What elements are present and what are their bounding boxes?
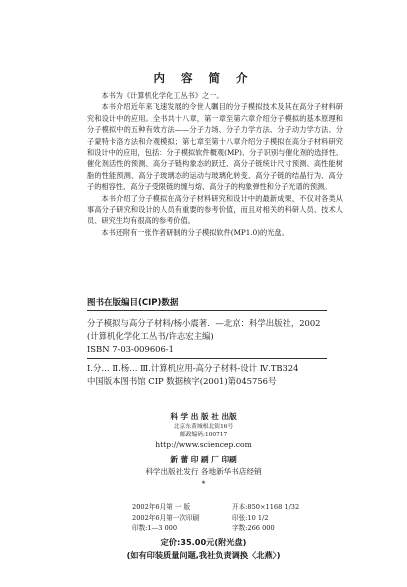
summary-body xyxy=(87,90,343,238)
summary-paragraph: 本书介绍了分子模拟在高分子材料研究和设计中的最新成果，不仅对各类从事高分子研究和设计的人员有重要的参考价值，而且对相关的科研人员、技术人员、研究生均有很高的参考价值。 xyxy=(87,193,343,226)
cip-heading: 图书在版编目(CIP)数据 xyxy=(87,298,179,308)
printing-date: 2002年6月第一次印刷 xyxy=(132,513,200,522)
cip-line: ISBN 7-03-009606-1 xyxy=(87,344,174,354)
sheet-count: 印张:10 1/2 xyxy=(232,513,269,522)
price-block xyxy=(0,536,407,562)
page-title: 内 容 简 介 xyxy=(153,71,254,85)
edition-info xyxy=(132,502,332,534)
separator-star: * xyxy=(201,479,206,488)
publisher-address: 北京东黄城根北街16号 xyxy=(173,424,234,430)
distribution-line: 科学出版社发行 各地新华书店经销 xyxy=(145,467,262,476)
word-count: 字数:266 000 xyxy=(232,524,275,532)
print-run: 印数:1—3 000 xyxy=(132,524,178,532)
summary-paragraph: 本书为《计算机化学化工丛书》之一。 xyxy=(101,91,224,100)
summary-paragraph: 本书还附有一张作者研制的分子模拟软件(MP1.0)的光盘。 xyxy=(101,227,289,237)
edition-date: 2002年6月第 一 版 xyxy=(132,503,191,511)
cip-mid-rule xyxy=(87,358,327,359)
cip-block xyxy=(87,317,347,388)
summary-paragraph: 本书介绍近年来飞速发展的令世人瞩目的分子模拟技术及其在高分子材料研究和设计中的应用。全书共十八章，第一章至第六章介绍分子模拟的基本原理和分子模拟中的五种有效方法——分子力场、分子力学方法、分子动力学方法、分子蒙特卡洛方法和介观模拟；第七章至第十八章介绍分子模拟在高分子材料研究和设计中的应用，包括：分子模拟软件概观(MP)、分子识别与催化剂的选择性、催化剂活性的预测、高分子链构象态的跃迁、高分子链统计尺寸预测、高性能树脂的性能预测、高分子玻璃态的运动与玻璃化转变、高分子链的结晶行为、高分子的相容性、高分子受限链的缠与熔、高分子的构象弹性和分子光谱的预测。 xyxy=(87,102,343,192)
publisher-name: 科 学 出 版 社 出版 xyxy=(170,412,237,421)
cip-line: 中国版本图书馆 CIP 数据核字(2001)第045756号 xyxy=(87,376,277,386)
publisher-block xyxy=(0,411,407,490)
cip-line: Ⅰ.分… Ⅱ.杨… Ⅲ.计算机应用-高分子材料-设计 Ⅳ.TB324 xyxy=(87,363,299,373)
quality-notice: (如有印装质量问题,我社负责调换〈北燕〉) xyxy=(126,550,281,560)
cip-line: (计算机化学化工丛书/许志宏主编) xyxy=(87,331,214,341)
format-size: 开本:850×1168 1/32 xyxy=(232,503,300,511)
cip-line: 分子模拟与高分子材料/杨小震著．—北京：科学出版社，2002 xyxy=(87,318,321,328)
price-line: 定价:35.00元(附光盘) xyxy=(160,537,247,547)
publisher-postcode: 邮政编码:100717 xyxy=(179,432,228,438)
printer-name: 新 蕾 印 刷 厂 印刷 xyxy=(170,455,237,464)
cip-top-rule xyxy=(87,310,327,311)
publisher-url: http://www.sciencep.com xyxy=(155,440,252,449)
